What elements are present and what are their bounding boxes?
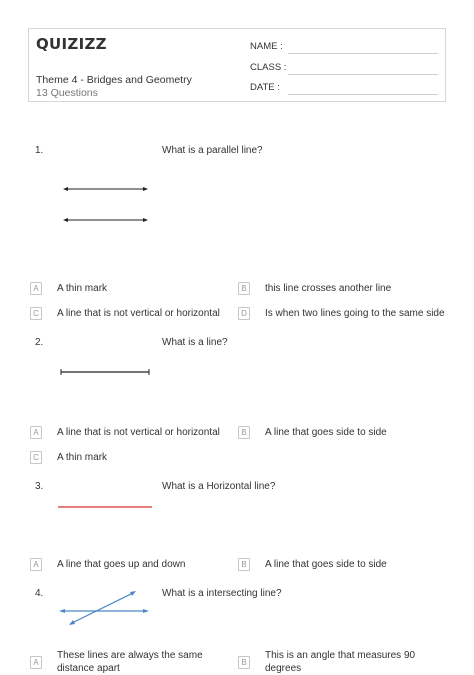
worksheet-title: Theme 4 - Bridges and Geometry (36, 74, 192, 86)
horizontal-red-line-figure (0, 503, 474, 513)
q3-option-a-box[interactable]: A (30, 558, 42, 571)
q3-option-a-text: A line that goes up and down (57, 559, 186, 570)
q1-option-b-text: this line crosses another line (265, 283, 392, 294)
name-field[interactable] (288, 53, 438, 54)
q2-option-a-text: A line that is not vertical or horizontal (57, 427, 220, 438)
date-label: DATE : (250, 82, 280, 93)
class-label: CLASS : (250, 62, 287, 73)
q2-option-c-box[interactable]: C (30, 451, 42, 464)
q1-option-d-box[interactable]: D (238, 307, 250, 320)
q1-option-a-box[interactable]: A (30, 282, 42, 295)
q1-option-a-text: A thin mark (57, 283, 108, 294)
question-4-text: What is a intersecting line? (162, 588, 282, 599)
intersecting-lines-figure (0, 588, 474, 628)
intersecting-line-horizontal (59, 609, 149, 613)
name-label: NAME : (250, 41, 283, 52)
question-1-number: 1. (35, 145, 44, 156)
question-3-number: 3. (35, 481, 44, 492)
q3-option-b-text: A line that goes side to side (265, 559, 387, 570)
line-segment-figure (0, 363, 474, 383)
q4-option-b-text: This is an angle that measures 90 degrees (265, 650, 416, 674)
question-2-text: What is a line? (162, 337, 228, 348)
q2-option-a-box[interactable]: A (30, 426, 42, 439)
q2-option-b-text: A line that goes side to side (265, 427, 387, 438)
q1-option-d-text: Is when two lines going to the same side (265, 308, 445, 319)
q1-option-b-box[interactable]: B (238, 282, 250, 295)
question-3-text: What is a Horizontal line? (162, 481, 276, 492)
q1-option-c-box[interactable]: C (30, 307, 42, 320)
q4-option-a-text: These lines are always the same distance apart (57, 650, 203, 674)
q2-option-b-box[interactable]: B (238, 426, 250, 439)
q2-option-c-text: A thin mark (57, 452, 108, 463)
question-2-number: 2. (35, 337, 44, 348)
intersecting-line-diagonal (69, 591, 136, 625)
question-4-number: 4. (35, 588, 44, 599)
parallel-lines-figure (0, 180, 474, 240)
q3-option-b-box[interactable]: B (238, 558, 250, 571)
date-field[interactable] (288, 94, 438, 95)
quizizz-logo: QUIZIZZ (36, 35, 107, 53)
parallel-line-bottom (63, 218, 148, 222)
question-count: 13 Questions (36, 87, 98, 99)
q4-option-b-box[interactable]: B (238, 656, 250, 669)
q4-option-a-box[interactable]: A (30, 656, 42, 669)
q1-option-c-text: A line that is not vertical or horizontal (57, 308, 220, 319)
question-1-text: What is a parallel line? (162, 145, 263, 156)
class-field[interactable] (288, 74, 438, 75)
parallel-line-top (63, 187, 148, 191)
